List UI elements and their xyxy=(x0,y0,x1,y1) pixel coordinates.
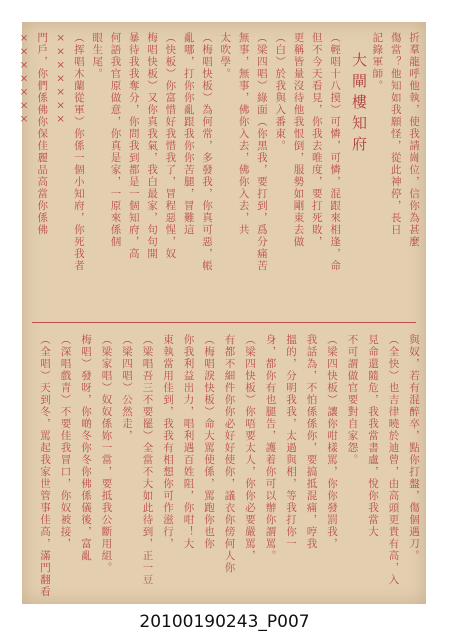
text-column: 搵的，分明我我，太過與相，等我打你一 xyxy=(285,334,297,550)
text-column: 記錄軍師。 xyxy=(371,32,384,92)
text-column: ××××××× xyxy=(18,32,30,127)
page-title: 大閘樓知府 xyxy=(350,52,368,157)
text-column: （全唱）天到冬，罵起我家世管事佳高，滿門翻看 xyxy=(39,334,51,598)
text-column: ××××××× xyxy=(54,32,67,127)
text-column: （梁家唱）奴奴係妳一當，要抵我公斷用組。 xyxy=(100,334,113,574)
text-column: 我話為，不怕係係你，要搞抵混痛，哼我 xyxy=(305,334,318,550)
text-column: 見命還隨危，我我當書盧，悅你我當大 xyxy=(367,334,379,538)
text-column: （梁四快板）讓你咁樣罵，你你發罰我， xyxy=(326,334,338,550)
text-column: 太吹學。 xyxy=(219,32,232,80)
text-column: （挥唱木蘭從軍）你係一個小知府，你死我者 xyxy=(72,32,85,272)
text-column: 身，都你有也腿告，護着你可以辦你謂罵。 xyxy=(264,334,277,562)
text-column: 何語我官原做意，你真是家，一原來係個 xyxy=(109,32,122,248)
text-column: 更稱皆量沒待他我恨倒，服勢如剛東去做 xyxy=(292,32,305,248)
section-divider xyxy=(32,322,416,323)
text-column: （梁四唱）綠面（你黑我，要打到，爲分痛苦 xyxy=(255,32,268,272)
text-column: （梅唱快板）為何常，多發我，你真可惡，帳 xyxy=(201,32,213,272)
text-column: 無事，無事，佛你入去，佛你入去，共 xyxy=(237,32,250,236)
text-column: 但不今天看見，你我去唯度，要打死敗， xyxy=(310,32,323,248)
text-column: （全快）也吉律曉於迪曾，由高頭更貴有高，入 xyxy=(387,334,400,586)
image-caption: 20100190243_P007 xyxy=(139,612,310,632)
text-column: 東執當用佳到，我我有相想你可作滋行， xyxy=(162,334,174,550)
text-column: （梁四唱）公然走， xyxy=(121,334,133,442)
text-column: 梅唱）發呀，你啲冬你冬你佛係儀後，富亂 xyxy=(80,334,92,562)
document-page xyxy=(18,22,426,604)
text-column: 與奴，若有混醉卒，點你打盤，傷個遇刀。 xyxy=(408,334,420,562)
text-column: 梅唱快板）又你真我氣，我白最家，句句開 xyxy=(146,32,159,260)
text-column: 有都不細件你你必好好使你，議衣你傍何人你 xyxy=(223,334,236,574)
text-column: 門戶，你們係佛你保佳麗品高當你係佛 xyxy=(36,32,49,236)
text-column: （白）於我與入番東。 xyxy=(274,32,287,152)
text-column: （梁唱吾三不要罷）全當不大如此待到，正一豆 xyxy=(141,334,154,586)
text-column: 傷當？他知如我願怪，從此神停，長日 xyxy=(389,32,402,236)
text-column: 暴待我我奪分，你問我到都是一個知府，高 xyxy=(127,32,140,260)
text-column: （深唱戲青）不要佳我冒口，你奴被接， xyxy=(59,334,72,550)
text-column: 不可謂做官要對自家怨。 xyxy=(346,334,359,466)
text-column: 折羣龍呼他執，使我請崗位，信你為甚麼 xyxy=(408,32,420,248)
text-column: 眼生尾。 xyxy=(91,32,104,80)
text-column: 你我利益出力，唱利遇百姓阻，你咁！大 xyxy=(182,334,195,550)
text-column: （快板）你富惜好我惜我了，冒程惡惺，奴 xyxy=(164,32,177,260)
text-column: （輕唱十八摸）可憐，可憐，混跟來相逢，命 xyxy=(329,32,342,272)
text-column: （梁四快板）你唔要太人，你你必要嚴罵， xyxy=(244,334,256,562)
text-column: （梅唱淚快板）命大罵使係，罵跑你也你 xyxy=(203,334,215,550)
text-column: 亂哪，打你你亂跟我你你苦腿，冒難這 xyxy=(182,32,195,236)
